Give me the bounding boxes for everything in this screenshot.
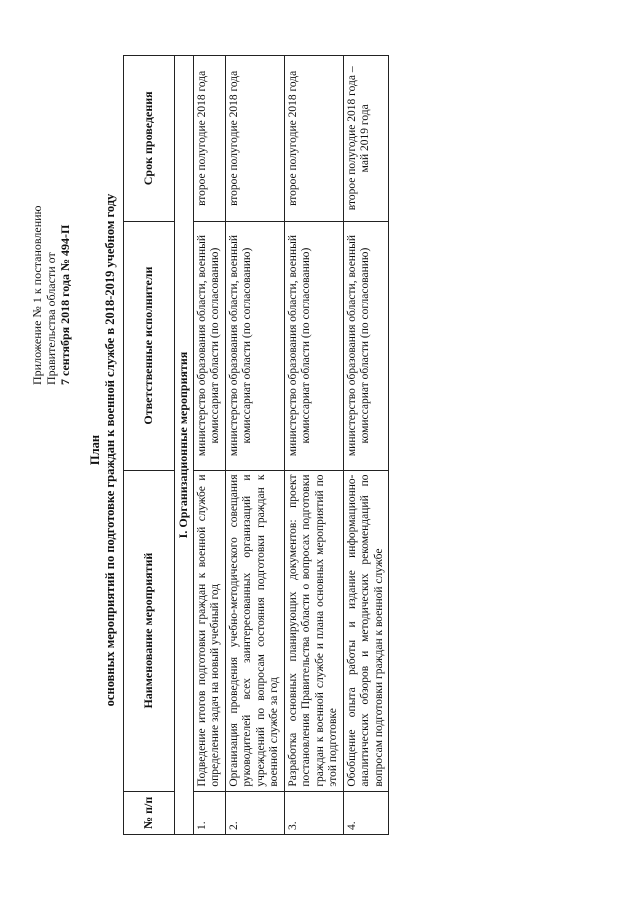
table-header-row [124,56,175,835]
row-responsible: министерство образования области, военный комиссариат области (по согласованию) [343,221,389,470]
row-name: Обобщение опыта работы и издание информационно-аналитических обзоров и методических рекомендаций по вопросам подготовки граждан к военной службе [343,470,389,791]
appendix-line-1: Приложение № 1 к постановлению [30,205,44,385]
title-subtitle: основных мероприятий по подготовке граждан к военной службе в 2018-2019 учебном году [103,193,117,707]
row-num: 2. [225,791,284,834]
row-responsible: министерство образования области, военный комиссариат области (по согласованию) [284,221,343,470]
document-title [88,55,118,845]
header-num: № п/п [124,791,175,834]
table-row [343,56,389,835]
row-num: 3. [284,791,343,834]
table-row [225,56,284,835]
header-responsible: Ответственные исполнители [124,221,175,470]
appendix-line-2: Правительства области от [44,252,58,385]
row-term: второе полугодие 2018 года [193,56,225,222]
row-name: Разработка основных планирующих документов: проект постановления Правительства области о вопросах подготовки граждан к военной службе и плана основных мероприятий по этой подготовке [284,470,343,791]
header-term: Срок проведения [124,56,175,222]
section-row [175,56,194,835]
appendix-note [30,85,72,385]
row-term: второе полугодие 2018 года [225,56,284,222]
row-responsible: министерство образования области, военный комиссариат области (по согласованию) [193,221,225,470]
table-row [193,56,225,835]
appendix-date: 7 сентября 2018 года № 494-П [58,224,72,385]
row-name: Организация проведения учебно-методического совещания руководителей всех заинтересованных организаций и учреждений по вопросам состояния подготовки граждан к военной службе за год [225,470,284,791]
row-term: второе полугодие 2018 года – май 2019 года [343,56,389,222]
title-plan: План [88,434,102,466]
row-num: 1. [193,791,225,834]
row-name: Подведение итогов подготовки граждан к военной службе и определение задач на новый учебный год [193,470,225,791]
table-row [284,56,343,835]
row-responsible: министерство образования области, военный комиссариат области (по согласованию) [225,221,284,470]
section-title: I. Организационные мероприятия [175,56,194,835]
header-name: Наименование мероприятий [124,470,175,791]
plan-table [123,55,389,835]
row-term: второе полугодие 2018 года [284,56,343,222]
row-num: 4. [343,791,389,834]
